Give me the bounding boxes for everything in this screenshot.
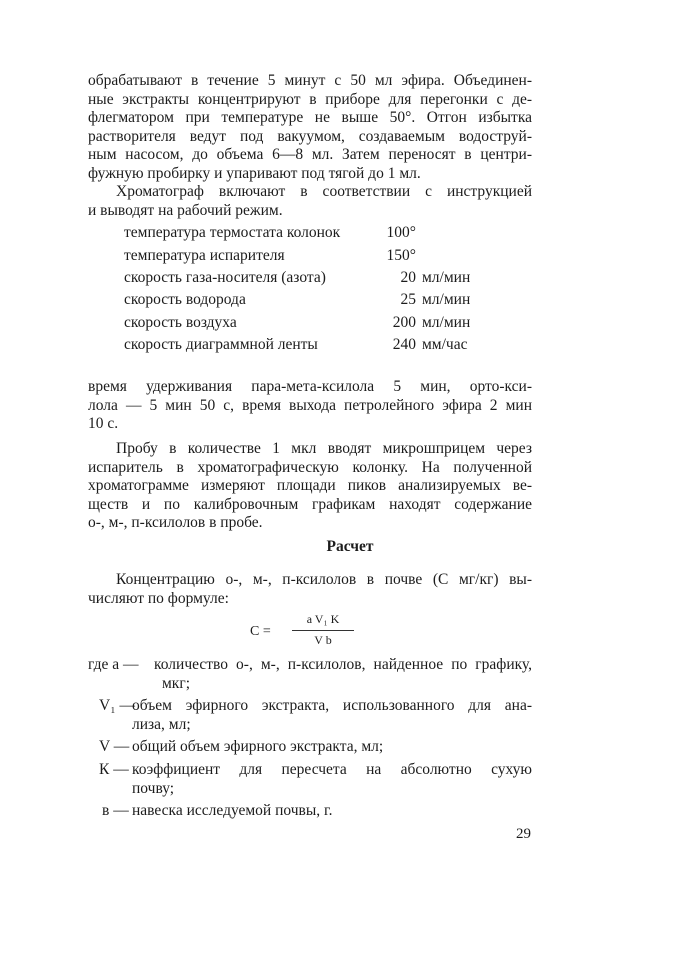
text-line: ным насосом, до объема 6—8 мл. Затем переносят в центри- <box>88 146 532 164</box>
parameter-name: скорость газа-носителя (азота) <box>124 268 326 286</box>
parameter-unit <box>422 222 482 244</box>
text-line: время удерживания пара-мета-ксилола 5 мин, орто-кси- <box>88 378 532 395</box>
parameter-unit: мл/мин <box>422 268 471 286</box>
parameter-unit <box>422 244 482 266</box>
definition-item <box>88 697 532 734</box>
definition-item <box>88 656 532 693</box>
text-line: 10 с. <box>88 415 119 433</box>
parameter-unit: мл/мин <box>422 313 471 331</box>
parameter-row <box>124 222 482 244</box>
definition-text: лиза, мл; <box>132 715 191 733</box>
formula-lhs: С = <box>250 624 271 639</box>
text-line: числяют по формуле: <box>88 589 229 607</box>
definition-text: почву; <box>132 779 175 797</box>
parameter-row <box>124 334 482 356</box>
page-number: 29 <box>516 826 531 842</box>
parameters-table <box>124 222 482 356</box>
paragraph-sample-injection <box>88 440 532 533</box>
parameter-value: 150° <box>386 246 416 264</box>
paragraph-extraction <box>88 72 532 184</box>
definition-symbol: К — <box>99 760 129 778</box>
definition-text: навеска исследуемой почвы, г. <box>132 802 333 820</box>
concentration-formula <box>250 612 360 656</box>
definition-item <box>88 802 532 821</box>
definition-text: общий объем эфирного экстракта, мл; <box>132 738 384 756</box>
parameter-row <box>124 289 482 311</box>
definition-text: количество о-, м-, п-ксилолов, найденное по графику, <box>154 656 532 673</box>
paragraph-chromatograph <box>88 183 532 220</box>
parameter-row <box>124 244 482 266</box>
text-line: и выводят на рабочий режим. <box>88 201 283 219</box>
formula-denominator: V b <box>314 633 332 647</box>
definition-symbol: V₁ — <box>99 697 135 715</box>
text-line: фужную пробирку и упаривают под тягой до 1 мл. <box>88 164 421 182</box>
text-line: растворителя ведут под вакуумом, создаваемым водоструй- <box>88 127 532 145</box>
text-line: о-, м-, п-ксилолов в пробе. <box>88 514 263 532</box>
text-line: Пробу в количестве 1 мкл вводят микрошприцем через <box>116 440 532 457</box>
parameter-value: 200 <box>392 313 416 331</box>
text-line: ные экстракты концентрируют в приборе для перегонки с де- <box>88 90 532 108</box>
parameter-value: 240 <box>392 336 416 354</box>
parameter-name: скорость водорода <box>124 291 246 309</box>
parameter-name: скорость диаграммной ленты <box>124 336 318 354</box>
parameter-name: скорость воздуха <box>124 313 237 331</box>
text-line: лола — 5 мин 50 с, время выхода петролейного эфира 2 мин <box>88 396 532 414</box>
definition-text: мкг; <box>162 674 191 692</box>
definition-item <box>88 738 532 757</box>
parameter-unit: мм/час <box>422 336 468 354</box>
parameter-value: 20 <box>400 268 416 286</box>
parameter-value: 100° <box>386 224 416 242</box>
definition-symbol: в — <box>102 802 129 820</box>
definition-text: объем эфирного экстракта, использованного для ана- <box>132 697 532 715</box>
text-line: обрабатывают в течение 5 минут с 50 мл эфира. Объединен- <box>88 72 532 89</box>
parameter-name: температура термостата колонок <box>124 224 341 242</box>
fraction-bar <box>292 630 354 631</box>
text-line: флегматором при температуре не выше 50°. Отгон избытка <box>88 109 532 127</box>
section-heading: Расчет <box>326 538 374 555</box>
paragraph-retention-times <box>88 378 532 434</box>
variable-definitions <box>88 656 532 825</box>
text-line: хроматограмме измеряют площади пиков анализируемых ве- <box>88 477 532 495</box>
definition-item <box>88 761 532 798</box>
definition-symbol: V — <box>99 738 130 756</box>
parameter-name: температура испарителя <box>124 246 285 264</box>
parameter-value: 25 <box>400 291 416 309</box>
parameter-row <box>124 312 482 334</box>
parameter-unit: мл/мин <box>422 291 471 309</box>
definition-text: коэффициент для пересчета на абсолютно сухую <box>132 760 532 778</box>
paragraph-calculation <box>88 571 532 608</box>
formula-numerator: a V₁ K <box>306 612 340 626</box>
text-line: испаритель в хроматографическую колонку. На полученной <box>88 458 532 476</box>
text-line: Хроматограф включают в соответствии с инструкцией <box>116 183 532 200</box>
definition-symbol: где а — <box>88 656 139 673</box>
text-line: Концентрацию о-, м-, п-ксилолов в почве (С мг/кг) вы- <box>116 571 532 588</box>
text-line: ществ и по калибровочным графикам находят содержание <box>88 495 532 513</box>
parameter-row <box>124 267 482 289</box>
